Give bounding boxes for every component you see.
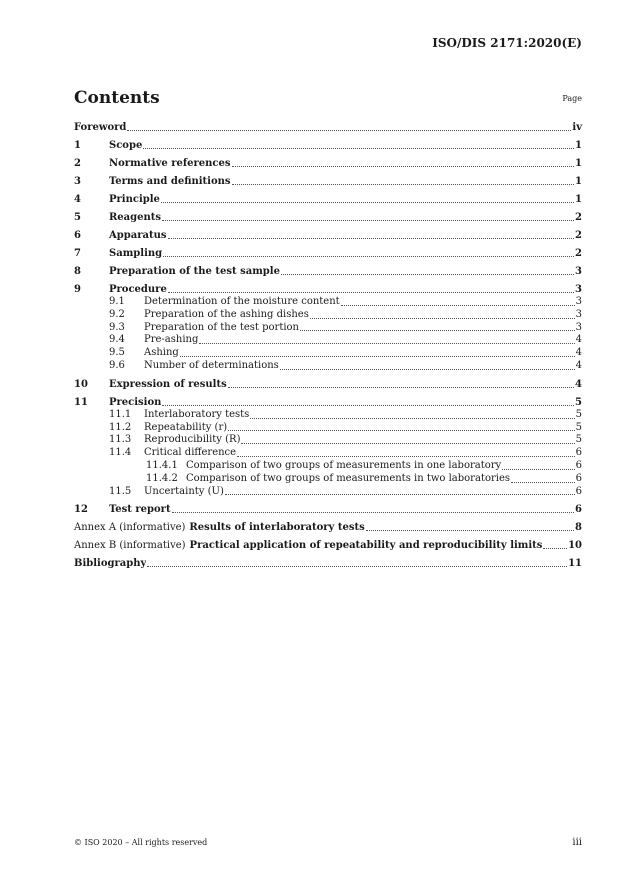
toc-entry[interactable]	[74, 248, 582, 260]
toc-entry-number: 11.5	[109, 485, 132, 497]
toc-entry-page: 11	[568, 558, 582, 570]
toc-entry-title: Critical difference	[144, 447, 237, 459]
toc-entry-page: 3	[575, 296, 582, 307]
toc-entry[interactable]	[74, 309, 582, 322]
toc-entry-page: 1	[575, 194, 582, 205]
toc-entry[interactable]	[74, 212, 582, 224]
toc-leader-dots	[232, 166, 575, 167]
toc-entry[interactable]	[74, 522, 582, 534]
toc-leader-dots	[228, 387, 574, 388]
toc-entry-title: Normative references	[109, 158, 231, 169]
toc-entry[interactable]	[74, 504, 582, 516]
toc-entry-page: 5	[575, 396, 582, 408]
toc-leader-dots	[147, 566, 567, 567]
page-title: Contents	[74, 88, 160, 108]
toc-leader-dots	[180, 356, 575, 357]
toc-entry[interactable]	[74, 360, 582, 373]
toc-leader-dots	[511, 482, 575, 483]
toc-entry-title	[74, 540, 542, 552]
toc-entry[interactable]	[74, 460, 582, 473]
toc-entry-title: Preparation of the test sample	[109, 266, 280, 277]
toc-entry-page: 1	[575, 140, 582, 151]
toc-entry-page: 3	[575, 284, 582, 295]
footer-page-number: iii	[572, 837, 582, 848]
toc-entry-page: 2	[575, 212, 582, 223]
toc-entry-page: 4	[575, 334, 582, 346]
toc-leader-dots	[168, 238, 575, 239]
toc-entry-page: 6	[575, 504, 582, 516]
toc-entry[interactable]	[74, 540, 582, 552]
toc-entry-page: 5	[575, 408, 582, 420]
toc-leader-dots	[237, 456, 575, 457]
toc-entry-title: Scope	[109, 140, 143, 151]
toc-entry-number: 9.5	[109, 347, 125, 359]
toc-entry-title: Pre-ashing	[144, 334, 199, 346]
toc-entry[interactable]	[74, 158, 582, 170]
toc-entry[interactable]	[74, 266, 582, 278]
toc-entry-title: Determination of the moisture content	[144, 296, 340, 307]
toc-entry[interactable]	[74, 140, 582, 152]
toc-leader-dots	[225, 494, 575, 495]
toc-entry-title: Number of determinations	[144, 359, 279, 371]
toc-entry-annex-label: Annex B (informative)	[74, 540, 186, 552]
toc-entry-page: 3	[575, 321, 582, 333]
toc-entry-title: Ashing	[144, 347, 179, 359]
toc-entry-number: 9.2	[109, 308, 125, 320]
toc-entry-number: 9.1	[109, 296, 125, 307]
toc-entry-number: 7	[74, 248, 81, 259]
toc-entry-number: 10	[74, 378, 88, 390]
toc-leader-dots	[228, 430, 574, 431]
toc-entry-title-text: Practical application of repeatability and reproducibility limits	[189, 540, 543, 552]
toc-entry-page: iv	[572, 122, 582, 133]
toc-entry-page: 1	[575, 176, 582, 187]
toc-entry[interactable]	[74, 322, 582, 335]
toc-entry[interactable]	[74, 122, 582, 134]
toc-entry[interactable]	[74, 347, 582, 360]
toc-entry-number: 6	[74, 230, 81, 241]
toc-entry-number: 11.3	[109, 434, 132, 446]
toc-leader-dots	[162, 220, 574, 221]
toc-entry[interactable]	[74, 296, 582, 309]
toc-entry[interactable]	[74, 447, 582, 460]
toc-leader-dots	[543, 548, 567, 549]
toc-entry-annex-label: Annex A (informative)	[74, 522, 186, 534]
toc-entry-title: Terms and definitions	[109, 176, 231, 187]
toc-entry-page: 2	[575, 230, 582, 241]
toc-entry-page: 2	[575, 248, 582, 259]
toc-entry-title: Reagents	[109, 212, 162, 223]
toc-entry[interactable]	[74, 379, 582, 391]
toc-leader-dots	[280, 369, 575, 370]
toc-entry[interactable]	[74, 334, 582, 347]
toc-entry-number: 3	[74, 176, 81, 187]
toc-entry[interactable]	[74, 558, 582, 570]
toc-leader-dots	[172, 512, 574, 513]
toc-entry-number: 9.6	[109, 359, 125, 371]
toc-entry-number: 9.4	[109, 334, 125, 346]
toc-entry-number: 4	[74, 194, 81, 205]
toc-entry-title: Sampling	[109, 248, 163, 259]
toc-entry-page: 6	[575, 459, 582, 471]
toc-entry-title: Procedure	[109, 284, 167, 295]
toc-entry-page: 3	[575, 308, 582, 320]
toc-entry-page: 3	[575, 266, 582, 277]
toc-entry-page: 8	[575, 522, 582, 534]
toc-leader-dots	[143, 148, 574, 149]
toc-entry-title: Apparatus	[109, 230, 167, 241]
toc-entry[interactable]	[74, 486, 582, 499]
toc-leader-dots	[241, 443, 574, 444]
toc-entry-page: 6	[575, 447, 582, 459]
toc-entry-page: 5	[575, 421, 582, 433]
toc-entry[interactable]	[74, 194, 582, 206]
toc-entry[interactable]	[74, 230, 582, 242]
toc-leader-dots	[281, 274, 574, 275]
toc-leader-dots	[232, 184, 575, 185]
toc-entry-title: Precision	[109, 396, 162, 408]
toc-entry-number: 9.3	[109, 321, 125, 333]
toc-leader-dots	[162, 405, 574, 406]
toc-entry-page: 1	[575, 158, 582, 169]
toc-entry-number: 9	[74, 284, 81, 295]
toc-entry-number: 11	[74, 396, 88, 408]
toc-entry-title: Foreword	[74, 122, 127, 133]
toc-entry[interactable]	[74, 409, 582, 422]
toc-leader-dots	[502, 469, 574, 470]
toc-entry-page: 6	[575, 485, 582, 497]
toc-leader-dots	[199, 343, 574, 344]
toc-entry-title: Uncertainty (U)	[144, 485, 224, 497]
toc-entry[interactable]	[74, 397, 582, 409]
toc-entry-number: 5	[74, 212, 81, 223]
toc-entry-number: 2	[74, 158, 81, 169]
toc-entry-title: Preparation of the test portion	[144, 321, 299, 333]
toc-entry[interactable]	[74, 434, 582, 447]
toc-entry-page: 6	[575, 472, 582, 484]
toc-leader-dots	[163, 256, 574, 257]
document-id: ISO/DIS 2171:2020(E)	[432, 36, 582, 50]
toc-leader-dots	[300, 330, 575, 331]
toc-entry-number: 12	[74, 504, 88, 516]
toc-entry-title: Bibliography	[74, 558, 147, 570]
toc-entry[interactable]	[74, 284, 582, 296]
toc-entry-page: 10	[568, 540, 582, 552]
toc-leader-dots	[341, 305, 575, 306]
toc-entry-page: 4	[575, 347, 582, 359]
toc-entry[interactable]	[74, 473, 582, 486]
table-of-contents	[74, 122, 582, 570]
toc-entry-title: Reproducibility (R)	[144, 434, 241, 446]
toc-entry-number: 8	[74, 266, 81, 277]
toc-entry-title: Interlaboratory tests	[144, 408, 250, 420]
toc-entry[interactable]	[74, 422, 582, 435]
toc-leader-dots	[161, 202, 574, 203]
toc-leader-dots	[366, 530, 574, 531]
toc-entry-title: Principle	[109, 194, 160, 205]
toc-entry-title	[74, 522, 365, 534]
toc-entry-number: 11.4.2	[146, 472, 178, 484]
toc-leader-dots	[127, 130, 571, 131]
page-column-label: Page	[562, 94, 582, 103]
toc-entry-title: Preparation of the ashing dishes	[144, 308, 309, 320]
toc-entry-number: 1	[74, 140, 81, 151]
footer-copyright: © ISO 2020 – All rights reserved	[74, 838, 208, 847]
toc-entry[interactable]	[74, 176, 582, 188]
toc-entry-title: Test report	[109, 504, 171, 516]
toc-entry-number: 11.2	[109, 421, 132, 433]
toc-entry-title-text: Results of interlaboratory tests	[189, 522, 365, 534]
toc-entry-number: 11.4	[109, 447, 132, 459]
toc-entry-page: 4	[575, 378, 582, 390]
toc-entry-title: Comparison of two groups of measurements in one laboratory	[186, 459, 502, 471]
toc-entry-number: 11.1	[109, 408, 132, 420]
toc-leader-dots	[310, 318, 575, 319]
toc-entry-page: 4	[575, 359, 582, 371]
toc-entry-title: Comparison of two groups of measurements in two laboratories	[186, 472, 510, 484]
toc-entry-title: Expression of results	[109, 378, 227, 390]
toc-leader-dots	[250, 418, 574, 419]
toc-entry-title: Repeatability (r)	[144, 421, 228, 433]
toc-entry-number: 11.4.1	[146, 459, 178, 471]
toc-leader-dots	[168, 292, 574, 293]
toc-entry-page: 5	[575, 434, 582, 446]
